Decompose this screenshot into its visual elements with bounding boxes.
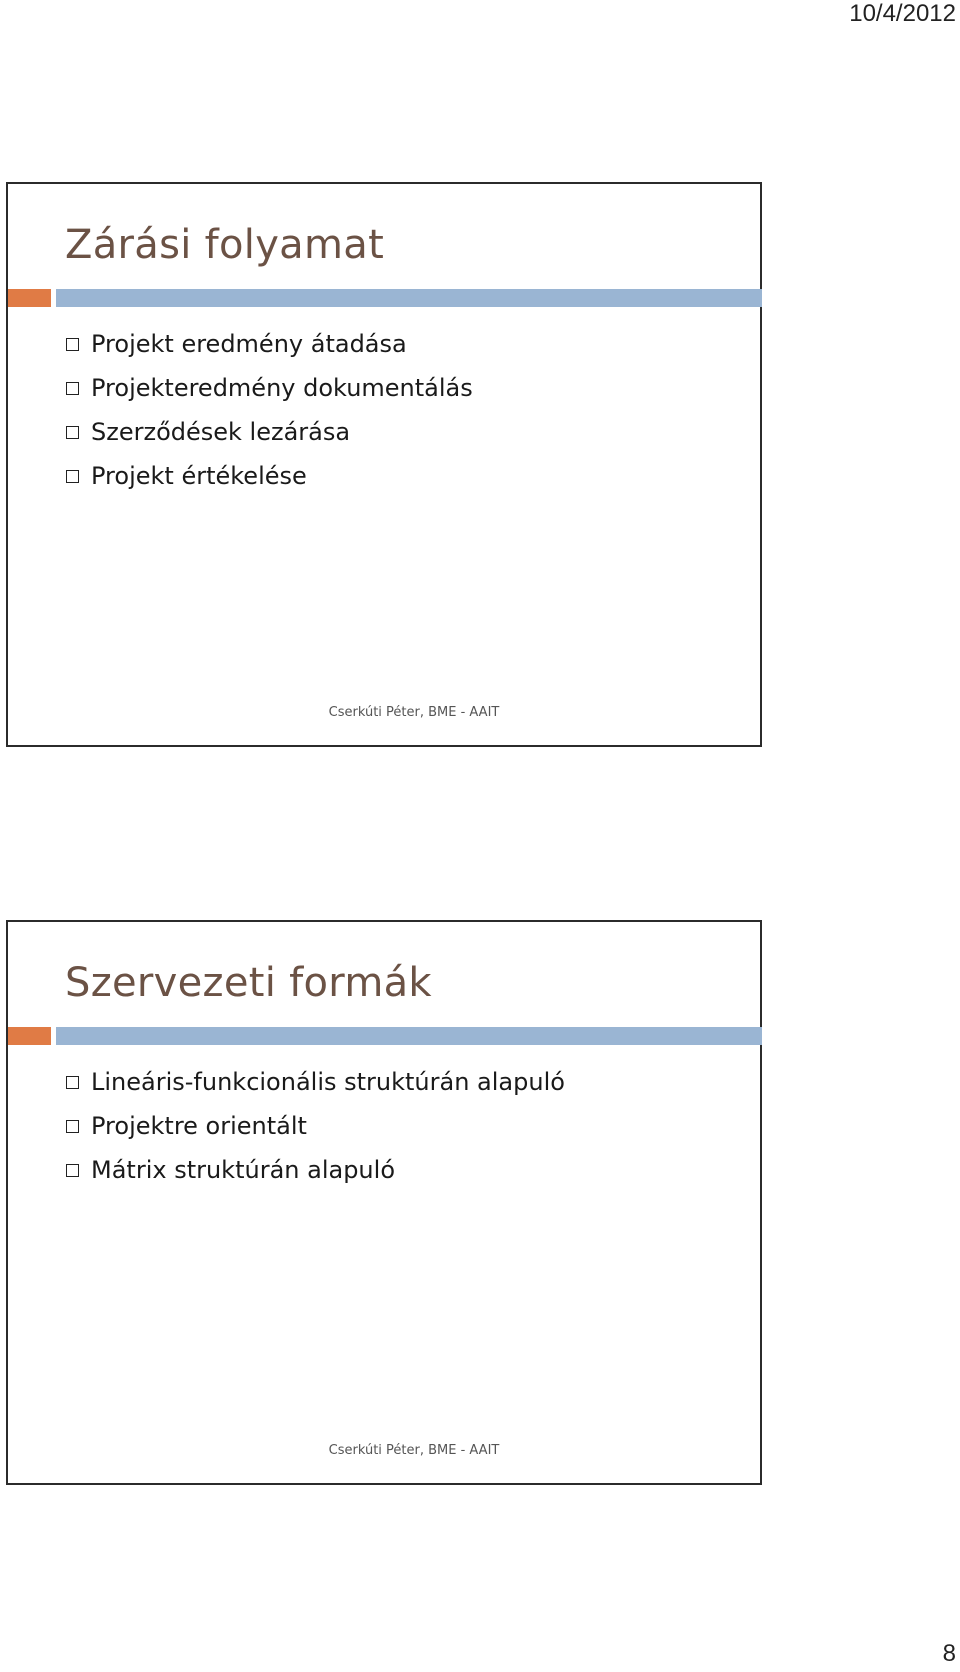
slide-footer: Cserkúti Péter, BME - AAIT (328, 1443, 500, 1458)
bullet-item (66, 1060, 565, 1104)
bullet-text: Lineáris-funkcionális struktúrán alapuló (91, 1068, 565, 1096)
bullet-list (66, 322, 473, 498)
bullet-text: Projektre orientált (91, 1112, 307, 1140)
title-accent-orange-bar (8, 289, 51, 307)
bullet-text: Szerződések lezárása (91, 418, 351, 446)
bullet-text: Projekt értékelése (91, 462, 307, 490)
square-bullet-icon (66, 470, 79, 483)
slide-1 (6, 182, 762, 747)
bullet-item (66, 1104, 565, 1148)
square-bullet-icon (66, 426, 79, 439)
square-bullet-icon (66, 382, 79, 395)
page-date: 10/4/2012 (849, 0, 956, 27)
title-accent-blue-bar (56, 1027, 762, 1045)
square-bullet-icon (66, 1164, 79, 1177)
slide-title: Zárási folyamat (65, 222, 385, 268)
bullet-item (66, 1148, 565, 1192)
slide-2 (6, 920, 762, 1485)
title-accent-blue-bar (56, 289, 762, 307)
square-bullet-icon (66, 338, 79, 351)
bullet-item (66, 410, 473, 454)
bullet-item (66, 366, 473, 410)
bullet-item (66, 454, 473, 498)
title-accent-orange-bar (8, 1027, 51, 1045)
page-number: 8 (942, 1640, 956, 1667)
bullet-text: Mátrix struktúrán alapuló (91, 1156, 395, 1184)
slide-footer: Cserkúti Péter, BME - AAIT (328, 705, 500, 720)
bullet-text: Projekteredmény dokumentálás (91, 374, 473, 402)
square-bullet-icon (66, 1120, 79, 1133)
square-bullet-icon (66, 1076, 79, 1089)
bullet-list (66, 1060, 565, 1192)
bullet-item (66, 322, 473, 366)
bullet-text: Projekt eredmény átadása (91, 330, 407, 358)
slide-title: Szervezeti formák (65, 960, 432, 1006)
